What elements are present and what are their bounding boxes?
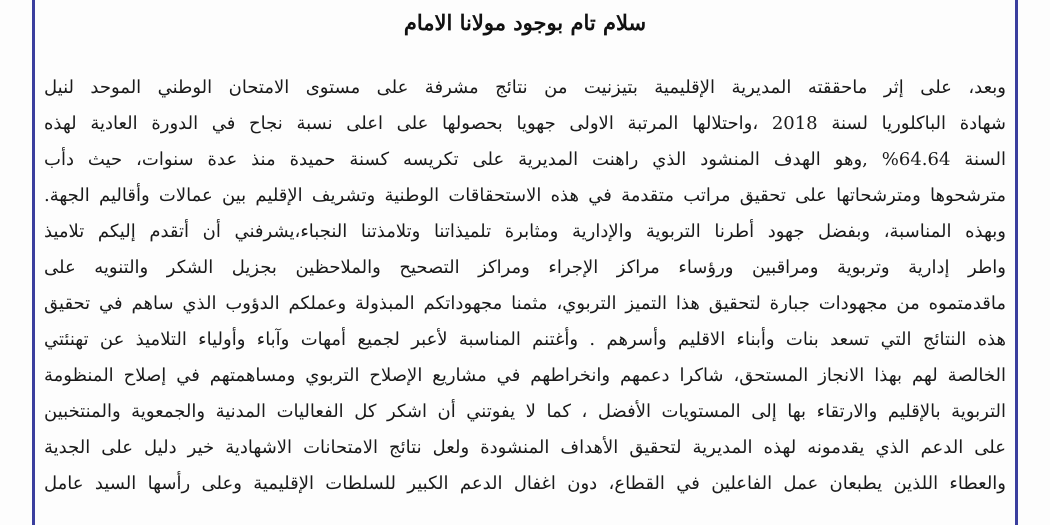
- body-line: على الدعم الذي يقدمونه لهذه المديرية لتحقيق الأهداف المنشودة ولعل نتائج الامتحانات الاشهادية خير دليل على الجدية: [44, 437, 1006, 458]
- right-margin-rule: [1015, 0, 1018, 525]
- body-line: واطر إدارية وتربوية ومراقبين ورؤساء مراكز الإجراء ومراكز التصحيح والملاحظين بجزيل الشكر والتنويه على: [44, 257, 1006, 278]
- letter-salutation-title: سلام تام بوجود مولانا الامام: [403, 10, 647, 35]
- body-line: والعطاء اللذين يطبعان عمل الفاعلين في القطاع، دون اغفال الدعم الكبير للسلطات الإقليمية وعلى رأسها السيد عامل: [44, 473, 1006, 494]
- body-line: الخالصة لهم بهذا الانجاز المستحق، شاكرا دعمهم وانخراطهم في مشاريع الإصلاح التربوي ومساهمتهم في إصلاح المنظومة: [44, 365, 1006, 386]
- left-margin-rule: [32, 0, 35, 525]
- body-line: ماقدمتموه من مجهودات جبارة لتحقيق هذا التميز التربوي، مثمنا مجهوداتكم المبذولة وعملكم الدؤوب الذي ساهم في تحقيق: [44, 293, 1006, 314]
- body-line: وبهذه المناسبة، وبفضل جهود أطرنا التربوية والإدارية ومثابرة تلميذاتنا وتلامذتنا النجباء،يشرفني أن أتقدم إليكم تلاميذ: [44, 221, 1006, 242]
- body-line: السنة 64.64% ,وهو الهدف المنشود الذي راهنت المديرية على تكريسه كسنة حميدة منذ عدة سنوات، حيث دأب: [44, 149, 1006, 170]
- body-line: هذه النتائج التي تسعد بنات وأبناء الاقليم وأسرهم . وأغتنم المناسبة لأعبر لجميع أمهات وآباء وأولياء التلاميذ عن تهنئتي: [44, 329, 1006, 350]
- body-line: شهادة الباكلوريا لسنة 2018 ،واحتلالها المرتبة الاولى جهويا بحصولها على اعلى نسبة نجاح في الدورة العادية لهذه: [44, 113, 1006, 134]
- body-line: التربوية بالإقليم والارتقاء بها إلى المستويات الأفضل ، كما لا يفوتني أن اشكر كل الفعاليات المدنية والجمعوية والمنتخبين: [44, 401, 1006, 422]
- body-line: مترشحوها ومترشحاتها على تحقيق مراتب متقدمة في هذه الاستحقاقات الوطنية وتشريف الإقليم بين عمالات وأقاليم الجهة.: [44, 185, 1006, 206]
- letter-body: [44, 70, 1006, 502]
- body-line: وبعد، على إثر ماحققته المديرية الإقليمية بتيزنيت من نتائج مشرفة على مستوى الامتحان الوطني الموحد لنيل: [44, 77, 1006, 98]
